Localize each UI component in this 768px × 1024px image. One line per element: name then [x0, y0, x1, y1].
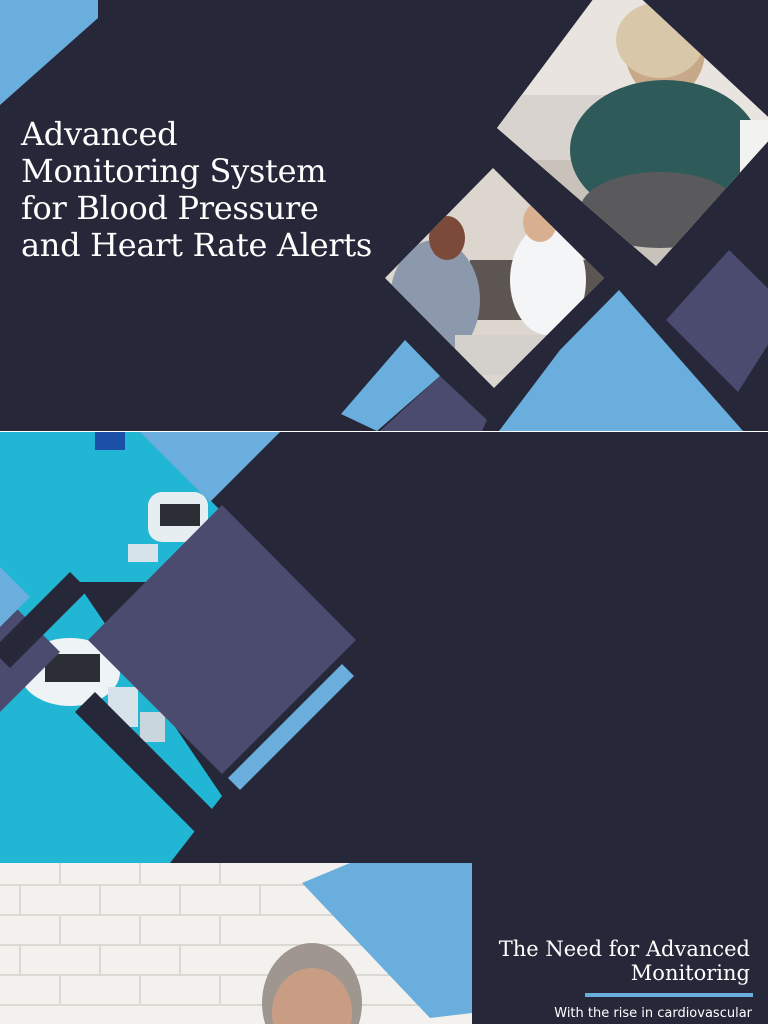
title-line: Advanced	[21, 115, 178, 153]
slide-need-for-monitoring	[0, 863, 768, 1024]
need-paragraph: With the rise in cardiovascular	[554, 1006, 752, 1021]
section-title: The Need for Advanced Monitoring	[498, 937, 750, 985]
slide-introduction	[0, 432, 768, 863]
slide-title	[0, 0, 768, 431]
title-line: for Blood Pressure	[21, 189, 319, 227]
slide1-title	[21, 116, 401, 264]
slide2-graphics	[0, 432, 768, 863]
decor-diamond-topleft	[0, 0, 98, 105]
title-underline	[585, 993, 753, 997]
title-line: and Heart Rate Alerts	[21, 226, 373, 264]
title-line: Monitoring System	[21, 152, 327, 190]
